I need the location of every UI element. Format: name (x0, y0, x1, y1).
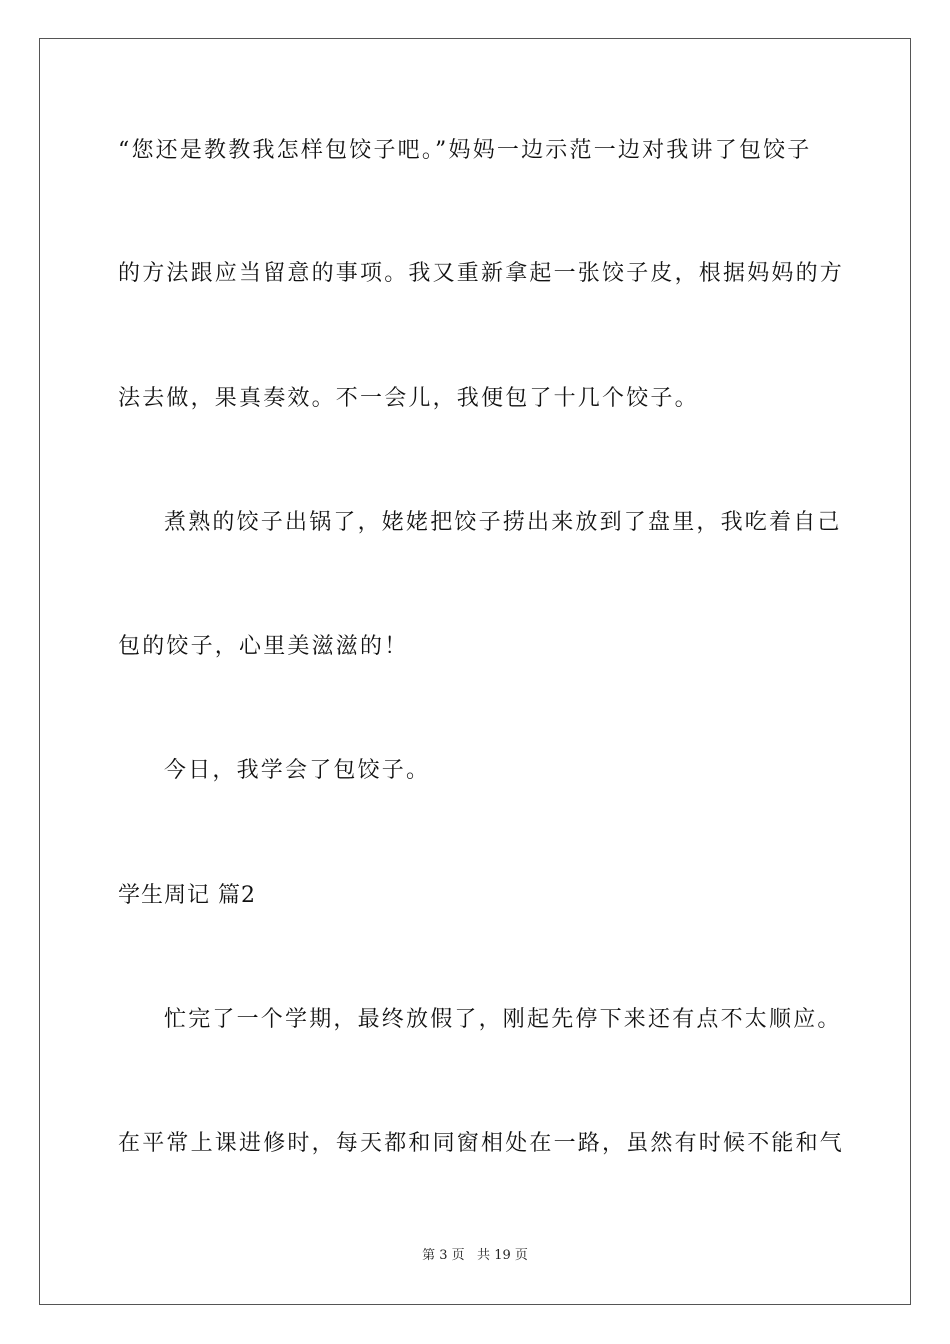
page-frame (39, 38, 911, 1305)
paragraph-line: 煮熟的饺子出锅了，姥姥把饺子捞出来放到了盘里，我吃着自己 (164, 510, 842, 535)
section-heading: 学生周记 篇2 (118, 883, 256, 908)
paragraph-line: 法去做，果真奏效。不一会儿，我便包了十几个饺子。 (118, 386, 699, 411)
paragraph-line: “您还是教教我怎样包饺子吧。”妈妈一边示范一边对我讲了包饺子 (118, 138, 812, 163)
paragraph-line: 的方法跟应当留意的事项。我又重新拿起一张饺子皮，根据妈妈的方 (118, 261, 845, 286)
paragraph-line: 今日，我学会了包饺子。 (164, 758, 431, 783)
paragraph-line: 忙完了一个学期，最终放假了，刚起先停下来还有点不太顺应。 (164, 1007, 842, 1032)
paragraph-line: 在平常上课进修时，每天都和同窗相处在一路，虽然有时候不能和气 (118, 1131, 845, 1156)
paragraph-line: 包的饺子，心里美滋滋的！ (118, 634, 409, 659)
page-number-footer: 第 3 页 共 19 页 (422, 1248, 528, 1263)
